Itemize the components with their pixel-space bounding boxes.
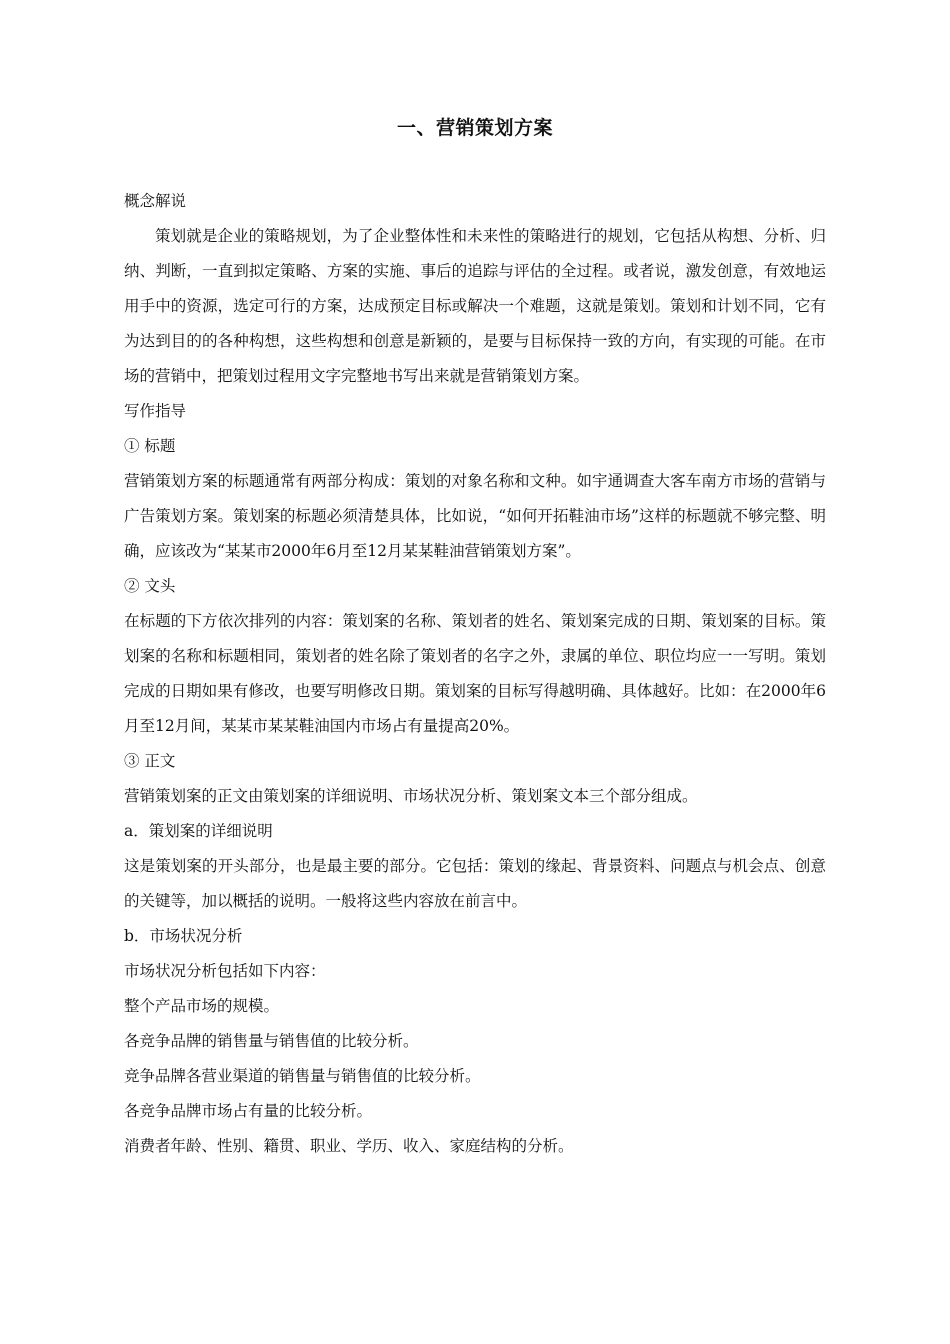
document-title: 一、营销策划方案	[396, 117, 553, 139]
list-item: 竞争品牌各营业渠道的销售量与销售值的比较分析。	[124, 1067, 481, 1085]
section-heading-writing-guide: 写作指导	[124, 402, 187, 420]
title-paragraph: 营销策划方案的标题通常有两部分构成：策划的对象名称和文种。如宇通调查大客车南方市场的营销与广告策划方案。策划案的标题必须清楚具体，比如说，“如何开拓鞋油市场”这样的标题就不够完整、明确，应该改为“某某市2000年6月至12月某某鞋油营销策划方案”。	[124, 472, 826, 560]
list-item: 消费者年龄、性别、籍贯、职业、学历、收入、家庭结构的分析。	[124, 1137, 574, 1155]
list-item: 各竞争品牌的销售量与销售值的比较分析。	[124, 1032, 419, 1050]
section-heading-concept: 概念解说	[124, 192, 187, 210]
document-body	[124, 184, 826, 1164]
concept-paragraph: 策划就是企业的策略规划，为了企业整体性和未来性的策略进行的规划，它包括从构想、分析、归纳、判断，一直到拟定策略、方案的实施、事后的追踪与评估的全过程。或者说，激发创意，有效地运用手中的资源，选定可行的方案，达成预定目标或解决一个难题，这就是策划。策划和计划不同，它有为达到目的的各种构想，这些构想和创意是新颖的，是要与目标保持一致的方向，有实现的可能。在市场的营销中，把策划过程用文字完整地书写出来就是营销策划方案。	[124, 227, 826, 385]
header-paragraph: 在标题的下方依次排列的内容：策划案的名称、策划者的姓名、策划案完成的日期、策划案的目标。策划案的名称和标题相同，策划者的姓名除了策划者的名字之外，隶属的单位、职位均应一一写明。策划完成的日期如果有修改，也要写明修改日期。策划案的目标写得越明确、具体越好。比如：在2000年6月至12月间，某某市某某鞋油国内市场占有量提高20%。	[124, 612, 826, 735]
subheading-market-analysis: b．市场状况分析	[124, 927, 243, 945]
subheading-detailed-description: a．策划案的详细说明	[124, 822, 273, 840]
market-analysis-intro: 市场状况分析包括如下内容：	[124, 962, 326, 980]
subheading-body: ③ 正文	[124, 752, 176, 770]
body-paragraph: 营销策划案的正文由策划案的详细说明、市场状况分析、策划案文本三个部分组成。	[124, 787, 698, 805]
detailed-description-paragraph: 这是策划案的开头部分，也是最主要的部分。它包括：策划的缘起、背景资料、问题点与机会点、创意的关键等，加以概括的说明。一般将这些内容放在前言中。	[124, 857, 826, 910]
subheading-title: ① 标题	[124, 437, 176, 455]
subheading-header: ② 文头	[124, 577, 176, 595]
list-item: 各竞争品牌市场占有量的比较分析。	[124, 1102, 373, 1120]
list-item: 整个产品市场的规模。	[124, 997, 280, 1015]
